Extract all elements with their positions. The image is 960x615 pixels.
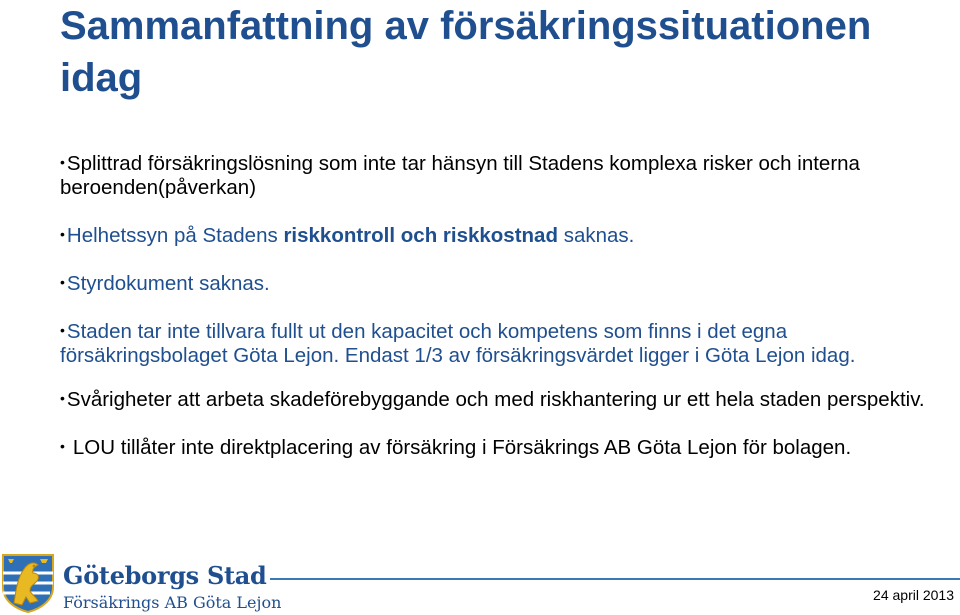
bullet-item-3: [60, 270, 940, 296]
slide-title: Sammanfattning av försäkringssituationen idag: [60, 4, 872, 100]
city-shield-logo-icon: [0, 553, 56, 613]
bullet-dot-icon: •: [60, 438, 65, 454]
bullet-dot-icon: •: [60, 226, 65, 242]
bullet-item-1: [60, 150, 940, 200]
slide-date: 24 april 2013: [873, 587, 954, 603]
bullet-text: Styrdokument saknas.: [66, 272, 270, 295]
org-name: Göteborgs Stad: [63, 561, 267, 590]
bullet-item-6: [60, 434, 940, 460]
bullet-item-4: [60, 318, 940, 368]
bullet-text: Helhetssyn på Stadens: [66, 224, 284, 247]
bullet-dot-icon: •: [60, 390, 65, 406]
org-subtitle: Försäkrings AB Göta Lejon: [63, 593, 282, 612]
footer-divider: [270, 578, 960, 580]
bullet-item-2: [60, 222, 940, 248]
bullet-dot-icon: •: [60, 154, 65, 170]
bullet-text-emphasis: riskkontroll och riskkostnad: [283, 224, 558, 247]
bullet-dot-icon: •: [60, 274, 65, 290]
bullet-dot-icon: •: [60, 322, 65, 338]
bullet-text: Staden tar inte tillvara fullt ut den kapacitet och kompetens som finns i det egna försäkringsbolaget Göta Lejon. Endast 1/3 av försäkringsvärdet ligger i Göta Lejon idag.: [60, 320, 856, 367]
bullet-text: Svårigheter att arbeta skadeförebyggande och med riskhantering ur ett hela staden perspektiv.: [66, 388, 925, 411]
bullet-text: Splittrad försäkringslösning som inte tar hänsyn till Stadens komplexa risker och interna beroenden(påverkan): [60, 152, 860, 199]
bullet-text: LOU tillåter inte direktplacering av försäkring i Försäkrings AB Göta Lejon för bolagen.: [72, 436, 852, 459]
bullet-item-5: [60, 386, 940, 412]
bullet-list: [60, 150, 940, 482]
bullet-text: saknas.: [558, 224, 635, 247]
